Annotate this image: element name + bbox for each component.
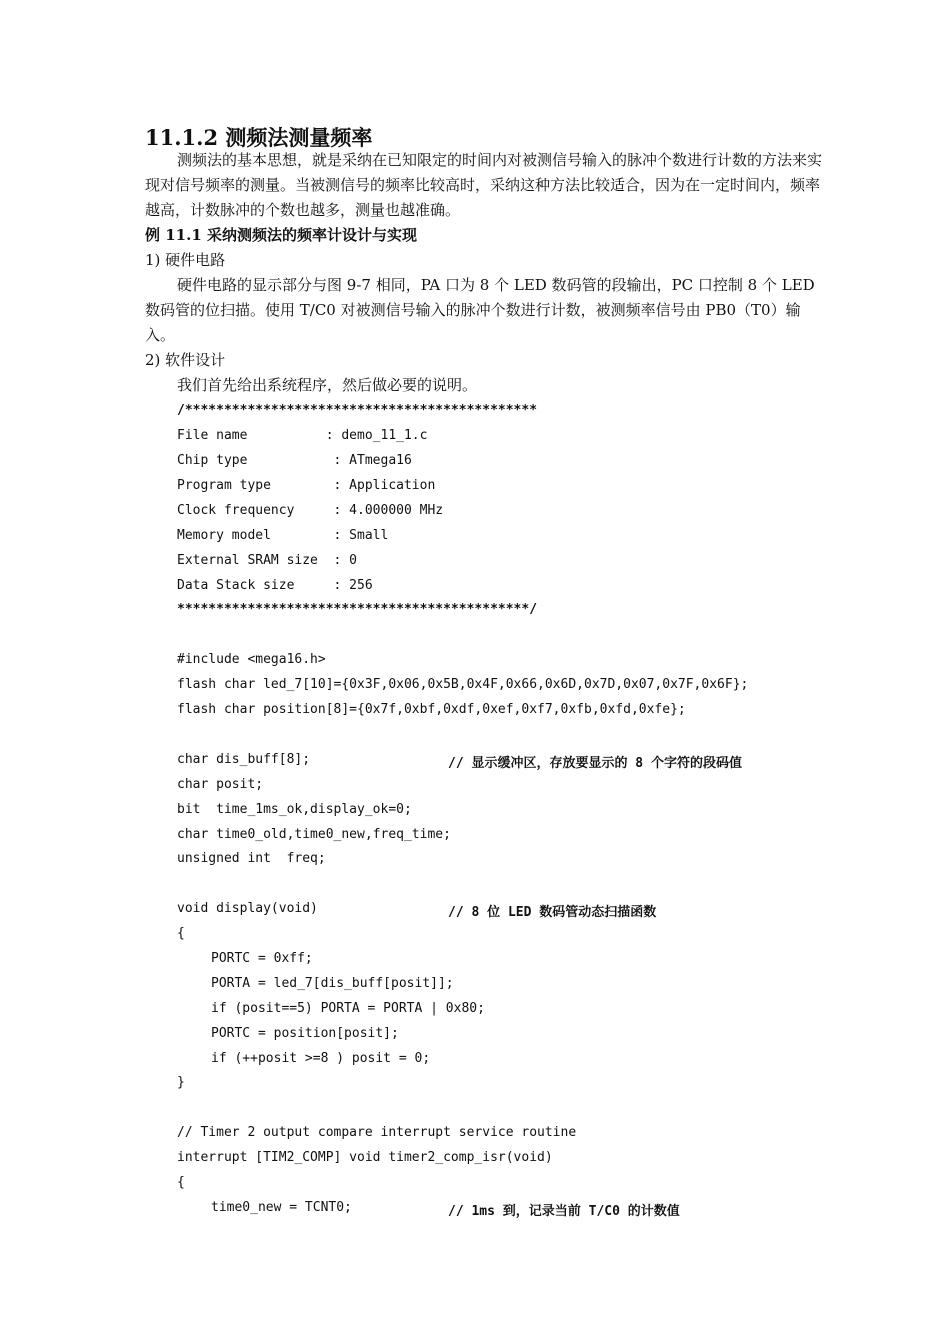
code-line: } (177, 1075, 185, 1090)
software-section-title: 2) 软件设计 (145, 351, 226, 369)
code-line: char posit; (177, 777, 264, 792)
code-comment: // 显示缓冲区，存放要显示的 8 个字符的段码值 (448, 756, 742, 771)
code-line: Chip type : ATmega16 (177, 453, 412, 468)
section-heading: 11.1.2 测频法测量频率 (145, 125, 373, 150)
code-line: External SRAM size : 0 (177, 553, 358, 568)
code-line: // Timer 2 output compare interrupt service routine (177, 1125, 577, 1140)
code-line: #include <mega16.h> (177, 652, 326, 667)
code-line: Data Stack size : 256 (177, 578, 373, 593)
code-comment: // 8 位 LED 数码管动态扫描函数 (448, 905, 657, 920)
code-line: Clock frequency : 4.000000 MHz (177, 503, 444, 518)
code-line: PORTA = led_7[dis_buff[posit]]; (211, 976, 454, 991)
code-comment: // 1ms 到，记录当前 T/C0 的计数值 (448, 1204, 680, 1219)
code-line: interrupt [TIM2_COMP] void timer2_comp_isr(void) (177, 1150, 553, 1165)
code-line: void display(void) (177, 901, 318, 916)
intro-paragraph (145, 148, 825, 223)
code-line: { (177, 1175, 185, 1190)
code-line: if (++posit >=8 ) posit = 0; (211, 1051, 431, 1066)
code-line: flash char led_7[10]={0x3F,0x06,0x5B,0x4F,0x66,0x6D,0x7D,0x07,0x7F,0x6F}; (177, 677, 749, 692)
code-line: time0_new = TCNT0; (211, 1200, 352, 1215)
code-line: unsigned int freq; (177, 851, 326, 866)
code-line: PORTC = position[posit]; (211, 1026, 399, 1041)
hardware-text: 硬件电路的显示部分与图 9-7 相同，PA 口为 8 个 LED 数码管的段输出，PC 口控制 8 个 LED 数码管的位扫描。使用 T/C0 对被测信号输入的脉冲个数进行计数，被测频率信号由 PB0（T0）输入。 (145, 276, 815, 344)
code-line: char time0_old,time0_new,freq_time; (177, 827, 451, 842)
code-line: bit time_1ms_ok,display_ok=0; (177, 802, 412, 817)
example-title: 例 11.1 采纳测频法的频率计设计与实现 (145, 226, 417, 244)
code-line: File name : demo_11_1.c (177, 428, 428, 443)
code-line: *********************************************/ (177, 602, 538, 617)
code-line: { (177, 926, 185, 941)
hardware-section-title: 1) 硬件电路 (145, 251, 226, 269)
code-line: /********************************************* (177, 403, 538, 418)
hardware-paragraph (145, 273, 825, 348)
code-line: char dis_buff[8]; (177, 752, 311, 767)
code-line: if (posit==5) PORTA = PORTA | 0x80; (211, 1001, 485, 1016)
code-line: PORTC = 0xff; (211, 951, 313, 966)
software-paragraph: 我们首先给出系统程序，然后做必要的说明。 (177, 376, 478, 394)
code-line: flash char position[8]={0x7f,0xbf,0xdf,0xef,0xf7,0xfb,0xfd,0xfe}; (177, 702, 686, 717)
code-line: Memory model : Small (177, 528, 389, 543)
intro-text: 测频法的基本思想，就是采纳在已知限定的时间内对被测信号输入的脉冲个数进行计数的方法来实现对信号频率的测量。当被测信号的频率比较高时，采纳这种方法比较适合，因为在一定时间内，频率越高，计数脉冲的个数也越多，测量也越准确。 (145, 151, 823, 219)
code-line: Program type : Application (177, 478, 436, 493)
